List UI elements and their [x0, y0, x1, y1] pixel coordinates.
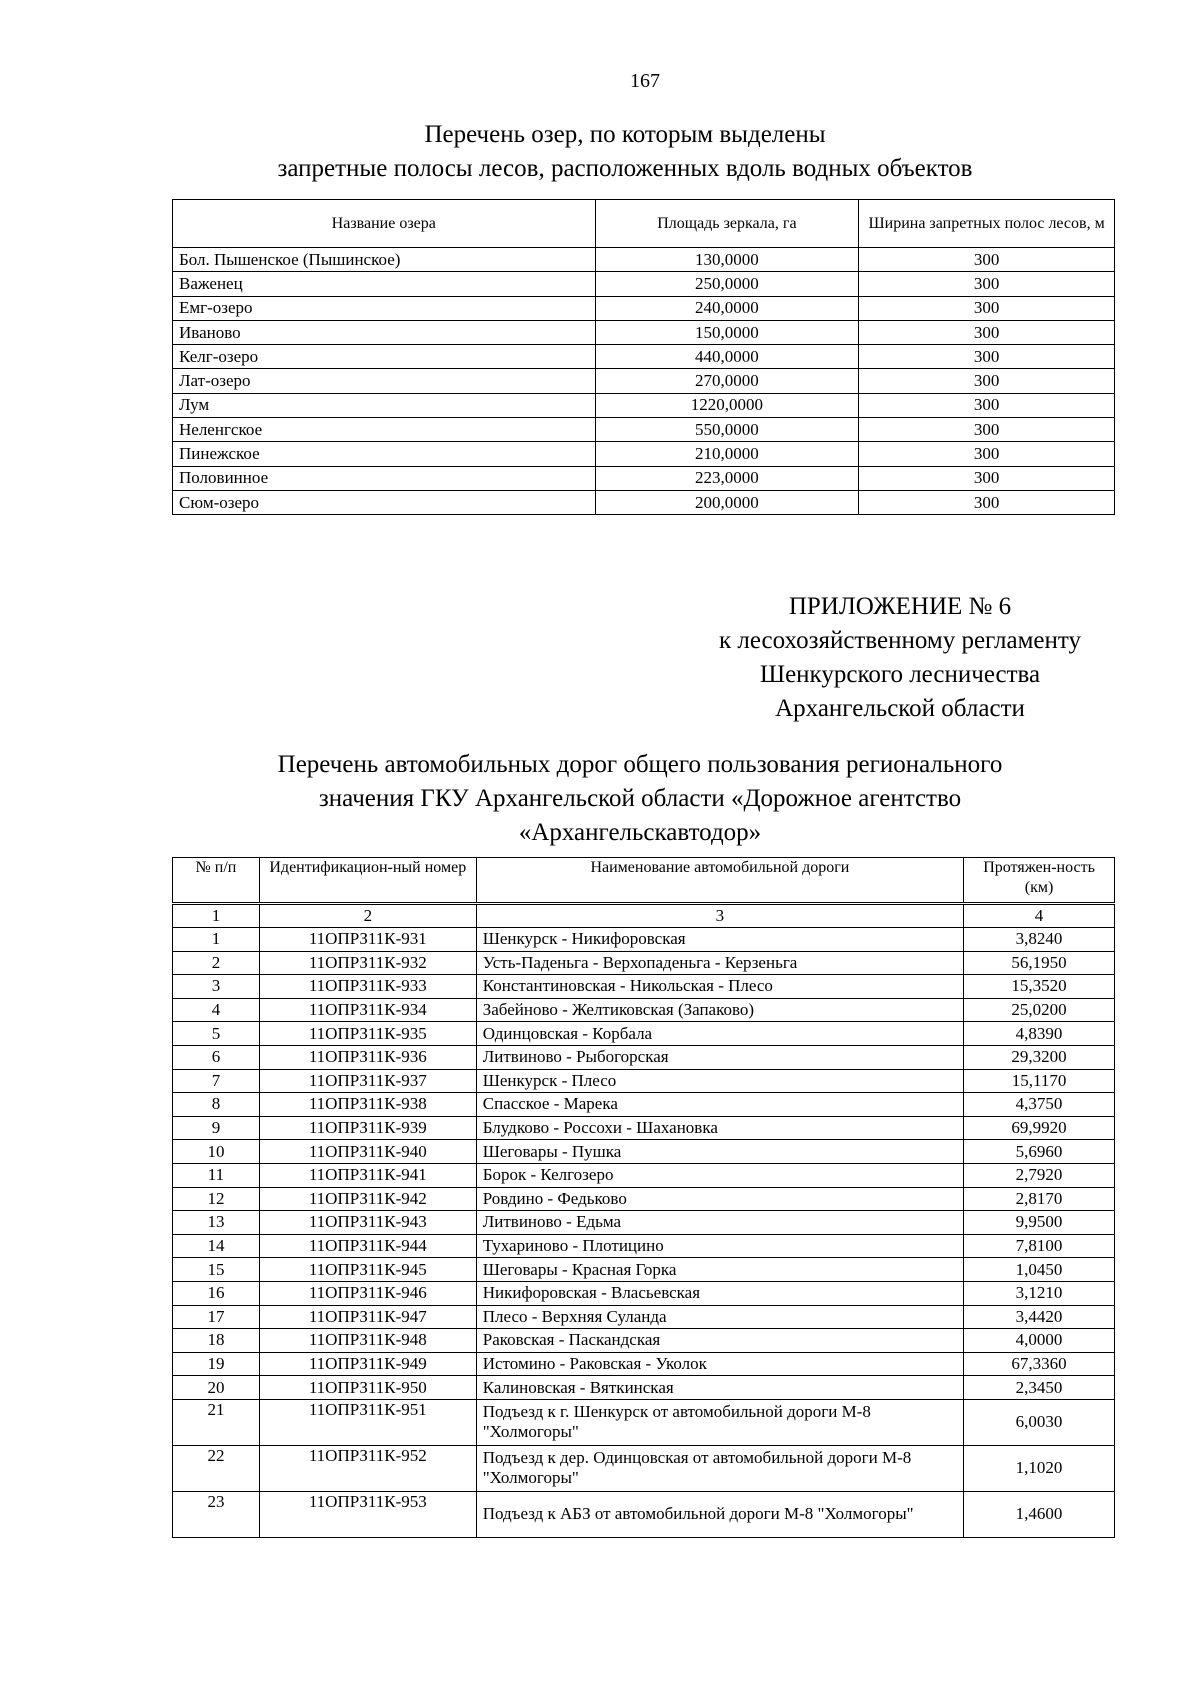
roads-header-length: Протяжен-ность (км) — [964, 858, 1115, 904]
road-name-cell: Тухариново - Плотицино — [476, 1234, 963, 1258]
road-length-cell: 29,3200 — [964, 1045, 1115, 1069]
column-number: 3 — [476, 904, 963, 928]
lake-area-cell: 270,0000 — [595, 369, 859, 393]
road-number-cell: 3 — [173, 975, 260, 999]
road-length-cell: 7,8100 — [964, 1234, 1115, 1258]
road-row — [173, 1045, 1115, 1069]
lake-name-cell: Неленгское — [173, 418, 596, 442]
lake-row — [173, 345, 1115, 369]
road-number-cell: 15 — [173, 1258, 260, 1282]
road-length-cell: 9,9500 — [964, 1211, 1115, 1235]
road-row — [173, 951, 1115, 975]
lakes-title — [0, 118, 1200, 186]
road-length-cell: 5,6960 — [964, 1140, 1115, 1164]
road-length-cell: 56,1950 — [964, 951, 1115, 975]
roads-title — [180, 748, 1100, 850]
road-name-cell: Шеговары - Красная Горка — [476, 1258, 963, 1282]
road-length-cell: 67,3360 — [964, 1352, 1115, 1376]
road-row — [173, 1187, 1115, 1211]
road-length-cell: 1,1020 — [964, 1445, 1115, 1491]
road-id-cell: 11ОПРЗ11К-950 — [259, 1376, 476, 1400]
column-number: 1 — [173, 904, 260, 928]
road-row — [173, 1022, 1115, 1046]
road-id-cell: 11ОПРЗ11К-947 — [259, 1305, 476, 1329]
road-number-cell: 16 — [173, 1281, 260, 1305]
road-id-cell: 11ОПРЗ11К-934 — [259, 998, 476, 1022]
road-row — [173, 1281, 1115, 1305]
road-number-cell: 1 — [173, 928, 260, 952]
road-number-cell: 14 — [173, 1234, 260, 1258]
lake-area-cell: 150,0000 — [595, 320, 859, 344]
road-row — [173, 1329, 1115, 1353]
road-name-cell: Борок - Келгозеро — [476, 1163, 963, 1187]
lake-name-cell: Важенец — [173, 272, 596, 296]
road-id-cell: 11ОПРЗ11К-938 — [259, 1093, 476, 1117]
road-number-cell: 8 — [173, 1093, 260, 1117]
lake-row — [173, 320, 1115, 344]
road-number-cell: 12 — [173, 1187, 260, 1211]
road-number-cell: 19 — [173, 1352, 260, 1376]
road-name-cell: Истомино - Раковская - Уколок — [476, 1352, 963, 1376]
lake-row — [173, 442, 1115, 466]
road-length-cell: 2,8170 — [964, 1187, 1115, 1211]
road-length-cell: 69,9920 — [964, 1116, 1115, 1140]
road-name-cell: Шенкурск - Никифоровская — [476, 928, 963, 952]
roads-header-id: Идентификацион-ный номер — [259, 858, 476, 904]
road-row — [173, 1234, 1115, 1258]
road-name-cell: Литвиново - Рыбогорская — [476, 1045, 963, 1069]
lake-row — [173, 393, 1115, 417]
road-name-cell: Усть-Паденьга - Верхопаденьга - Керзеньга — [476, 951, 963, 975]
lake-zone-width-cell: 300 — [859, 418, 1115, 442]
lake-row — [173, 418, 1115, 442]
road-number-cell: 20 — [173, 1376, 260, 1400]
lake-area-cell: 440,0000 — [595, 345, 859, 369]
lake-area-cell: 1220,0000 — [595, 393, 859, 417]
road-row — [173, 928, 1115, 952]
lake-name-cell: Лум — [173, 393, 596, 417]
lake-row — [173, 490, 1115, 514]
lake-name-cell: Емг-озеро — [173, 296, 596, 320]
road-row — [173, 1258, 1115, 1282]
lake-row — [173, 466, 1115, 490]
road-name-cell: Шенкурск - Плесо — [476, 1069, 963, 1093]
lake-zone-width-cell: 300 — [859, 320, 1115, 344]
road-length-cell: 4,8390 — [964, 1022, 1115, 1046]
road-length-cell: 15,1170 — [964, 1069, 1115, 1093]
lakes-title-line-2: запретные полосы лесов, расположенных вдоль водных объектов — [277, 155, 973, 182]
road-row — [173, 975, 1115, 999]
road-id-cell: 11ОПРЗ11К-945 — [259, 1258, 476, 1282]
road-length-cell: 2,3450 — [964, 1376, 1115, 1400]
road-number-cell: 21 — [173, 1399, 260, 1445]
road-name-cell: Подъезд к АБЗ от автомобильной дороги М-8 "Холмогоры" — [476, 1491, 963, 1537]
lake-area-cell: 130,0000 — [595, 248, 859, 272]
road-id-cell: 11ОПРЗ11К-936 — [259, 1045, 476, 1069]
road-length-cell: 3,1210 — [964, 1281, 1115, 1305]
lake-row — [173, 248, 1115, 272]
roads-header-number: № п/п — [173, 858, 260, 904]
road-name-cell: Спасское - Марека — [476, 1093, 963, 1117]
lake-zone-width-cell: 300 — [859, 466, 1115, 490]
road-id-cell: 11ОПРЗ11К-948 — [259, 1329, 476, 1353]
road-number-cell: 7 — [173, 1069, 260, 1093]
road-name-cell: Никифоровская - Власьевская — [476, 1281, 963, 1305]
lake-name-cell: Половинное — [173, 466, 596, 490]
lakes-table — [172, 199, 1115, 515]
road-name-cell: Константиновская - Никольская - Плесо — [476, 975, 963, 999]
roads-title-line-2: значения ГКУ Архангельской области «Дорожное агентство — [318, 785, 962, 812]
column-number: 2 — [259, 904, 476, 928]
appendix-line-2: к лесохозяйственному регламенту — [718, 627, 1082, 654]
page-number: 167 — [630, 70, 660, 92]
lake-area-cell: 210,0000 — [595, 442, 859, 466]
roads-header-road-name: Наименование автомобильной дороги — [476, 858, 963, 904]
road-name-cell: Забейново - Желтиковская (Запаково) — [476, 998, 963, 1022]
road-id-cell: 11ОПРЗ11К-951 — [259, 1399, 476, 1445]
lake-zone-width-cell: 300 — [859, 345, 1115, 369]
roads-title-line-1: Перечень автомобильных дорог общего пользования регионального — [277, 751, 1003, 778]
road-name-cell: Шеговары - Пушка — [476, 1140, 963, 1164]
lake-area-cell: 240,0000 — [595, 296, 859, 320]
lake-area-cell: 200,0000 — [595, 490, 859, 514]
road-name-cell: Литвиново - Едьма — [476, 1211, 963, 1235]
road-length-cell: 15,3520 — [964, 975, 1115, 999]
road-id-cell: 11ОПРЗ11К-939 — [259, 1116, 476, 1140]
road-id-cell: 11ОПРЗ11К-952 — [259, 1445, 476, 1491]
appendix-line-3: Шенкурского лесничества — [759, 661, 1041, 688]
road-id-cell: 11ОПРЗ11К-946 — [259, 1281, 476, 1305]
road-length-cell: 2,7920 — [964, 1163, 1115, 1187]
roads-table — [172, 857, 1115, 1538]
road-row — [173, 1352, 1115, 1376]
lake-zone-width-cell: 300 — [859, 248, 1115, 272]
lake-row — [173, 369, 1115, 393]
road-id-cell: 11ОПРЗ11К-937 — [259, 1069, 476, 1093]
road-number-cell: 18 — [173, 1329, 260, 1353]
road-id-cell: 11ОПРЗ11К-942 — [259, 1187, 476, 1211]
road-number-cell: 9 — [173, 1116, 260, 1140]
road-name-cell: Раковская - Паскандская — [476, 1329, 963, 1353]
road-id-cell: 11ОПРЗ11К-935 — [259, 1022, 476, 1046]
road-row — [173, 1163, 1115, 1187]
road-row — [173, 1116, 1115, 1140]
appendix-heading — [640, 590, 1160, 726]
road-id-cell: 11ОПРЗ11К-931 — [259, 928, 476, 952]
road-number-cell: 10 — [173, 1140, 260, 1164]
appendix-line-1: ПРИЛОЖЕНИЕ № 6 — [788, 593, 1012, 620]
road-length-cell: 1,0450 — [964, 1258, 1115, 1282]
road-number-cell: 22 — [173, 1445, 260, 1491]
road-number-cell: 11 — [173, 1163, 260, 1187]
lake-name-cell: Иваново — [173, 320, 596, 344]
lake-zone-width-cell: 300 — [859, 296, 1115, 320]
road-row — [173, 1305, 1115, 1329]
lake-zone-width-cell: 300 — [859, 369, 1115, 393]
lakes-header-name: Название озера — [173, 200, 596, 248]
road-id-cell: 11ОПРЗ11К-944 — [259, 1234, 476, 1258]
lake-zone-width-cell: 300 — [859, 490, 1115, 514]
road-id-cell: 11ОПРЗ11К-953 — [259, 1491, 476, 1537]
road-length-cell: 3,8240 — [964, 928, 1115, 952]
road-row — [173, 1069, 1115, 1093]
lake-name-cell: Пинежское — [173, 442, 596, 466]
road-row — [173, 1093, 1115, 1117]
road-length-cell: 25,0200 — [964, 998, 1115, 1022]
road-row — [173, 1399, 1115, 1445]
lakes-header-area: Площадь зеркала, га — [595, 200, 859, 248]
lake-row — [173, 272, 1115, 296]
road-row — [173, 1445, 1115, 1491]
lake-row — [173, 296, 1115, 320]
appendix-line-4: Архангельской области — [775, 695, 1025, 722]
lakes-title-line-1: Перечень озер, по которым выделены — [424, 121, 826, 148]
road-id-cell: 11ОПРЗ11К-949 — [259, 1352, 476, 1376]
lake-zone-width-cell: 300 — [859, 272, 1115, 296]
lake-name-cell: Сюм-озеро — [173, 490, 596, 514]
road-row — [173, 1140, 1115, 1164]
road-length-cell: 4,3750 — [964, 1093, 1115, 1117]
column-number: 4 — [964, 904, 1115, 928]
road-name-cell: Подъезд к г. Шенкурск от автомобильной дороги М-8 "Холмогоры" — [476, 1399, 963, 1445]
road-name-cell: Блудково - Россохи - Шахановка — [476, 1116, 963, 1140]
lakes-header-width: Ширина запретных полос лесов, м — [859, 200, 1115, 248]
lake-area-cell: 550,0000 — [595, 418, 859, 442]
road-length-cell: 3,4420 — [964, 1305, 1115, 1329]
lake-area-cell: 223,0000 — [595, 466, 859, 490]
road-number-cell: 2 — [173, 951, 260, 975]
road-length-cell: 4,0000 — [964, 1329, 1115, 1353]
road-row — [173, 1491, 1115, 1537]
road-name-cell: Подъезд к дер. Одинцовская от автомобильной дороги М-8 "Холмогоры" — [476, 1445, 963, 1491]
road-name-cell: Одинцовская - Корбала — [476, 1022, 963, 1046]
roads-column-number-row — [173, 904, 1115, 928]
road-length-cell: 1,4600 — [964, 1491, 1115, 1537]
road-number-cell: 17 — [173, 1305, 260, 1329]
road-number-cell: 23 — [173, 1491, 260, 1537]
lake-name-cell: Келг-озеро — [173, 345, 596, 369]
road-id-cell: 11ОПРЗ11К-932 — [259, 951, 476, 975]
lake-zone-width-cell: 300 — [859, 442, 1115, 466]
road-id-cell: 11ОПРЗ11К-943 — [259, 1211, 476, 1235]
road-row — [173, 998, 1115, 1022]
lake-area-cell: 250,0000 — [595, 272, 859, 296]
road-id-cell: 11ОПРЗ11К-940 — [259, 1140, 476, 1164]
road-name-cell: Калиновская - Вяткинская — [476, 1376, 963, 1400]
road-number-cell: 5 — [173, 1022, 260, 1046]
road-number-cell: 4 — [173, 998, 260, 1022]
road-id-cell: 11ОПРЗ11К-933 — [259, 975, 476, 999]
road-row — [173, 1211, 1115, 1235]
lake-name-cell: Бол. Пышенское (Пышинское) — [173, 248, 596, 272]
lake-name-cell: Лат-озеро — [173, 369, 596, 393]
roads-table-header — [173, 858, 1115, 904]
lakes-table-header — [173, 200, 1115, 248]
road-number-cell: 13 — [173, 1211, 260, 1235]
road-length-cell: 6,0030 — [964, 1399, 1115, 1445]
road-id-cell: 11ОПРЗ11К-941 — [259, 1163, 476, 1187]
road-name-cell: Плесо - Верхняя Суланда — [476, 1305, 963, 1329]
road-name-cell: Ровдино - Федьково — [476, 1187, 963, 1211]
road-row — [173, 1376, 1115, 1400]
roads-title-line-3: «Архангельскавтодор» — [518, 819, 762, 846]
road-number-cell: 6 — [173, 1045, 260, 1069]
lake-zone-width-cell: 300 — [859, 393, 1115, 417]
